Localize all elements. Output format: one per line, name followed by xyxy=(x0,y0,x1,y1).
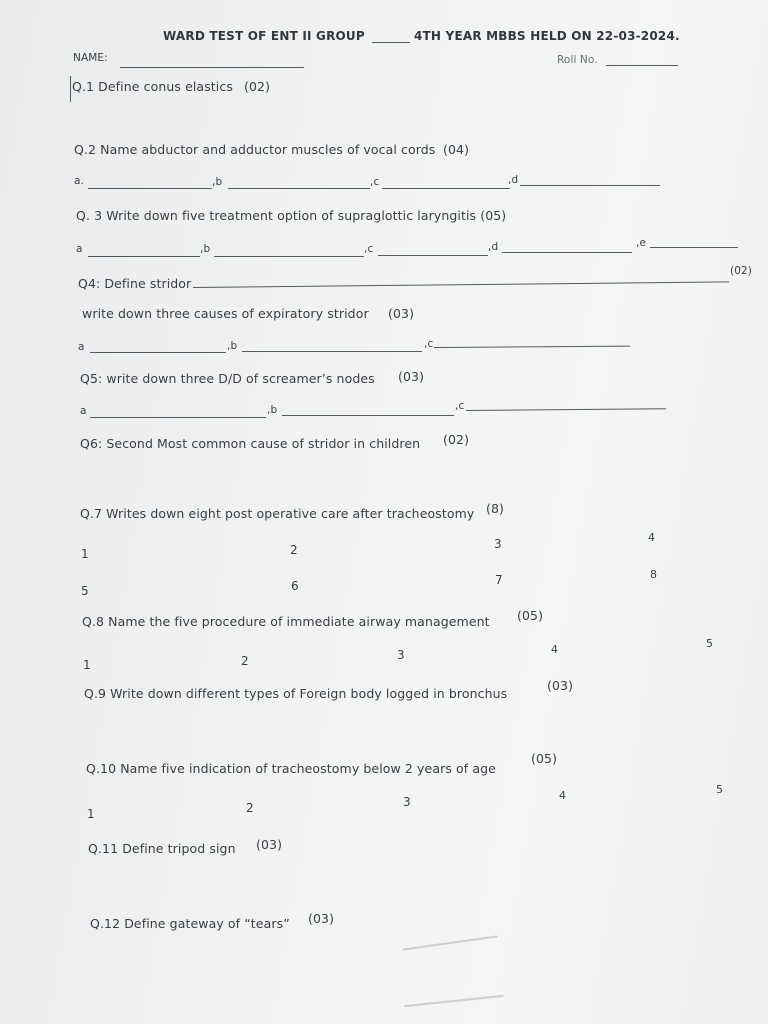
q4-blank-a xyxy=(90,352,226,353)
margin-mark xyxy=(70,76,71,102)
roll-blank xyxy=(606,65,678,66)
q7-num-3: 3 xyxy=(494,537,502,551)
q10-text: Q.10 Name five indication of tracheostomy below 2 years of age xyxy=(86,761,496,776)
roll-label: Roll No. xyxy=(557,54,598,66)
q4-blank-c-label: ,c xyxy=(424,338,434,350)
q2-blank-d xyxy=(520,185,660,186)
q2-blank-a-label: a. xyxy=(74,175,84,187)
q4-blank-b xyxy=(242,351,422,352)
q3-blank-d xyxy=(502,252,632,253)
q10-num-3: 3 xyxy=(403,795,411,809)
bleed-through-mark xyxy=(404,995,504,1007)
q7-num-7: 7 xyxy=(495,573,503,587)
q7-text: Q.7 Writes down eight post operative care after tracheostomy xyxy=(80,506,475,521)
exam-title-left: WARD TEST OF ENT II GROUP xyxy=(163,29,365,43)
q12-text: Q.12 Define gateway of “tears” xyxy=(90,916,290,931)
q7-num-2: 2 xyxy=(290,543,298,557)
q8-num-1: 1 xyxy=(83,658,91,672)
q4-blank-c xyxy=(434,346,630,348)
q2-blank-c-label: ,c xyxy=(370,176,380,188)
q12-marks: (03) xyxy=(308,911,335,926)
q9-marks: (03) xyxy=(547,678,574,693)
q2-blank-b-label: ,b xyxy=(212,176,223,188)
q8-num-2: 2 xyxy=(241,654,249,668)
q3-blank-b-label: ,b xyxy=(200,243,211,255)
name-blank xyxy=(120,67,304,68)
q7-num-1: 1 xyxy=(81,547,89,561)
q3-blank-a xyxy=(88,256,200,257)
q2-blank-b xyxy=(228,188,370,189)
q4-blank xyxy=(193,281,729,288)
q10-num-5: 5 xyxy=(716,783,723,796)
q5-blank-a-label: a xyxy=(80,405,87,417)
q4-sub-text: write down three causes of expiratory stridor xyxy=(82,306,369,321)
q8-num-5: 5 xyxy=(706,637,713,650)
q10-num-1: 1 xyxy=(87,807,95,821)
q3-blank-e xyxy=(650,247,738,248)
q4-blank-b-label: ,b xyxy=(227,340,238,352)
q2-marks: (04) xyxy=(443,142,470,157)
q4-text: Q4: Define stridor xyxy=(78,276,192,291)
title-dash xyxy=(372,42,410,43)
q8-marks: (05) xyxy=(517,608,544,623)
q6-marks: (02) xyxy=(443,432,470,447)
q3-blank-b xyxy=(214,256,364,257)
bleed-through-mark xyxy=(402,935,497,950)
q10-num-2: 2 xyxy=(246,801,254,815)
q7-num-6: 6 xyxy=(291,579,299,593)
exam-title-right: 4TH YEAR MBBS HELD ON 22-03-2024. xyxy=(414,29,680,43)
q11-marks: (03) xyxy=(256,837,283,852)
q2-blank-a xyxy=(88,188,212,189)
q7-marks: (8) xyxy=(486,501,505,516)
q5-text: Q5: write down three D/D of screamer’s nodes xyxy=(80,371,375,386)
q2-blank-c xyxy=(382,188,510,189)
q5-blank-b-label: ,b xyxy=(267,404,278,416)
q5-blank-c xyxy=(466,408,666,411)
name-label: NAME: xyxy=(73,52,108,64)
q2-blank-d-label: ,d xyxy=(508,174,519,186)
q8-text: Q.8 Name the five procedure of immediate airway management xyxy=(82,614,490,629)
q4-sub-marks: (03) xyxy=(388,306,415,321)
q2-text: Q.2 Name abductor and adductor muscles of vocal cords xyxy=(74,142,436,157)
q7-num-4: 4 xyxy=(648,531,655,544)
q1-marks: (02) xyxy=(244,79,271,94)
q8-num-4: 4 xyxy=(551,643,558,656)
q8-num-3: 3 xyxy=(397,648,405,662)
q3-blank-e-label: ,e xyxy=(636,237,646,249)
q4-marks: (02) xyxy=(730,265,752,277)
q3-text: Q. 3 Write down five treatment option of supraglottic laryngitis (05) xyxy=(76,208,507,223)
q7-num-5: 5 xyxy=(81,584,89,598)
q6-text: Q6: Second Most common cause of stridor in children xyxy=(80,436,421,451)
q10-marks: (05) xyxy=(531,751,558,766)
q3-blank-c xyxy=(378,255,488,256)
q5-blank-c-label: ,c xyxy=(455,400,465,412)
q1-text: Q.1 Define conus elastics xyxy=(72,79,233,94)
q5-blank-a xyxy=(90,417,266,418)
q4-blank-a-label: a xyxy=(78,341,85,353)
q5-marks: (03) xyxy=(398,369,425,384)
q5-blank-b xyxy=(282,415,454,416)
q3-blank-c-label: ,c xyxy=(364,243,374,255)
q3-blank-a-label: a xyxy=(76,243,83,255)
q11-text: Q.11 Define tripod sign xyxy=(88,841,236,856)
q9-text: Q.9 Write down different types of Foreign body logged in bronchus xyxy=(84,686,508,701)
q10-num-4: 4 xyxy=(559,789,566,802)
q7-num-8: 8 xyxy=(650,568,657,581)
q3-blank-d-label: ,d xyxy=(488,241,499,253)
